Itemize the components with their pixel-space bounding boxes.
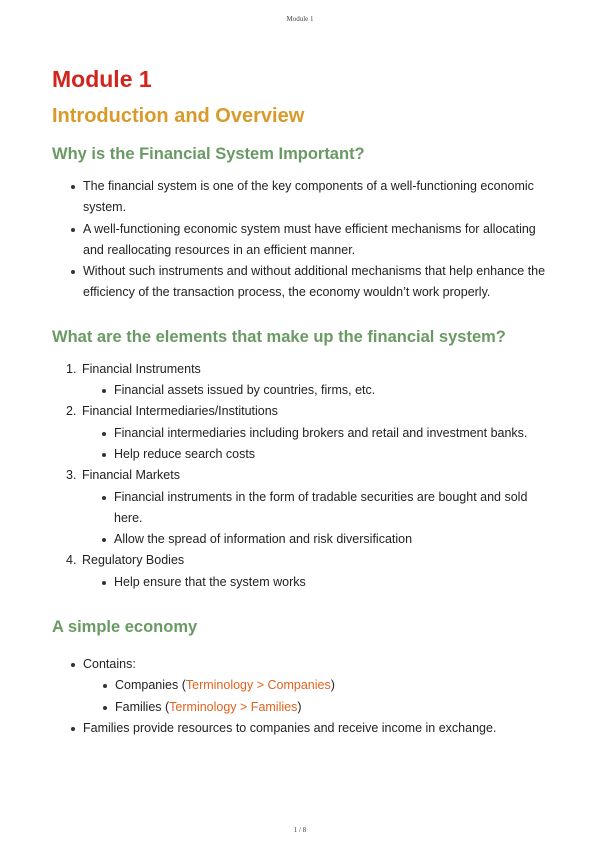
list-item xyxy=(52,465,552,550)
list-item: Without such instruments and without additional mechanisms that help enhance the efficiency of the transaction process, the economy wouldn’t work properly. xyxy=(52,261,552,304)
families-prefix: Families ( xyxy=(115,699,170,714)
contains-label: Contains: xyxy=(83,657,136,672)
sub-list-item xyxy=(83,675,552,696)
list-item xyxy=(52,654,552,718)
heading-elements: What are the elements that make up the financial system? xyxy=(52,327,506,346)
item-label: Financial Intermediaries/Institutions xyxy=(82,404,278,419)
list-item: The financial system is one of the key components of a well-functioning economic system. xyxy=(52,176,552,219)
sub-list-item: Financial assets issued by countries, firms, etc. xyxy=(82,380,552,401)
sub-list-item: Financial intermediaries including brokers and retail and investment banks. xyxy=(82,423,552,444)
module-title: Module 1 xyxy=(52,66,152,92)
list-item xyxy=(52,550,552,593)
item-label: Regulatory Bodies xyxy=(82,553,185,568)
sub-list-item: Allow the spread of information and risk diversification xyxy=(82,529,552,550)
elements-list xyxy=(52,359,552,593)
families-link[interactable]: Terminology > Families xyxy=(169,699,298,714)
item-label: Financial Instruments xyxy=(82,361,201,376)
document-body xyxy=(52,62,552,739)
sub-list-item xyxy=(83,697,552,718)
list-number: 2. xyxy=(66,404,77,419)
sub-list-item: Help ensure that the system works xyxy=(82,572,552,593)
list-item xyxy=(52,401,552,465)
list-item: A well-functioning economic system must have efficient mechanisms for allocating and reallocating resources in an efficient manner. xyxy=(52,219,552,262)
companies-prefix: Companies ( xyxy=(115,678,186,693)
page-number: 1 / 8 xyxy=(293,826,307,834)
simple-economy-list xyxy=(52,654,552,739)
list-item xyxy=(52,359,552,402)
list-number: 1. xyxy=(66,361,77,376)
running-head: Module 1 xyxy=(286,15,314,23)
families-suffix: ) xyxy=(297,699,302,714)
list-number: 4. xyxy=(66,553,77,568)
list-item: Families provide resources to companies and receive income in exchange. xyxy=(52,718,552,739)
why-important-list xyxy=(52,176,552,304)
companies-suffix: ) xyxy=(330,678,335,693)
section-title: Introduction and Overview xyxy=(52,105,305,127)
list-number: 3. xyxy=(66,468,77,483)
heading-why-important: Why is the Financial System Important? xyxy=(52,145,365,163)
sub-list-item: Help reduce search costs xyxy=(82,444,552,465)
companies-link[interactable]: Terminology > Companies xyxy=(185,678,331,693)
item-label: Financial Markets xyxy=(82,468,180,483)
heading-simple-economy: A simple economy xyxy=(52,618,198,637)
sub-list-item: Financial instruments in the form of tradable securities are bought and sold here. xyxy=(82,487,552,530)
